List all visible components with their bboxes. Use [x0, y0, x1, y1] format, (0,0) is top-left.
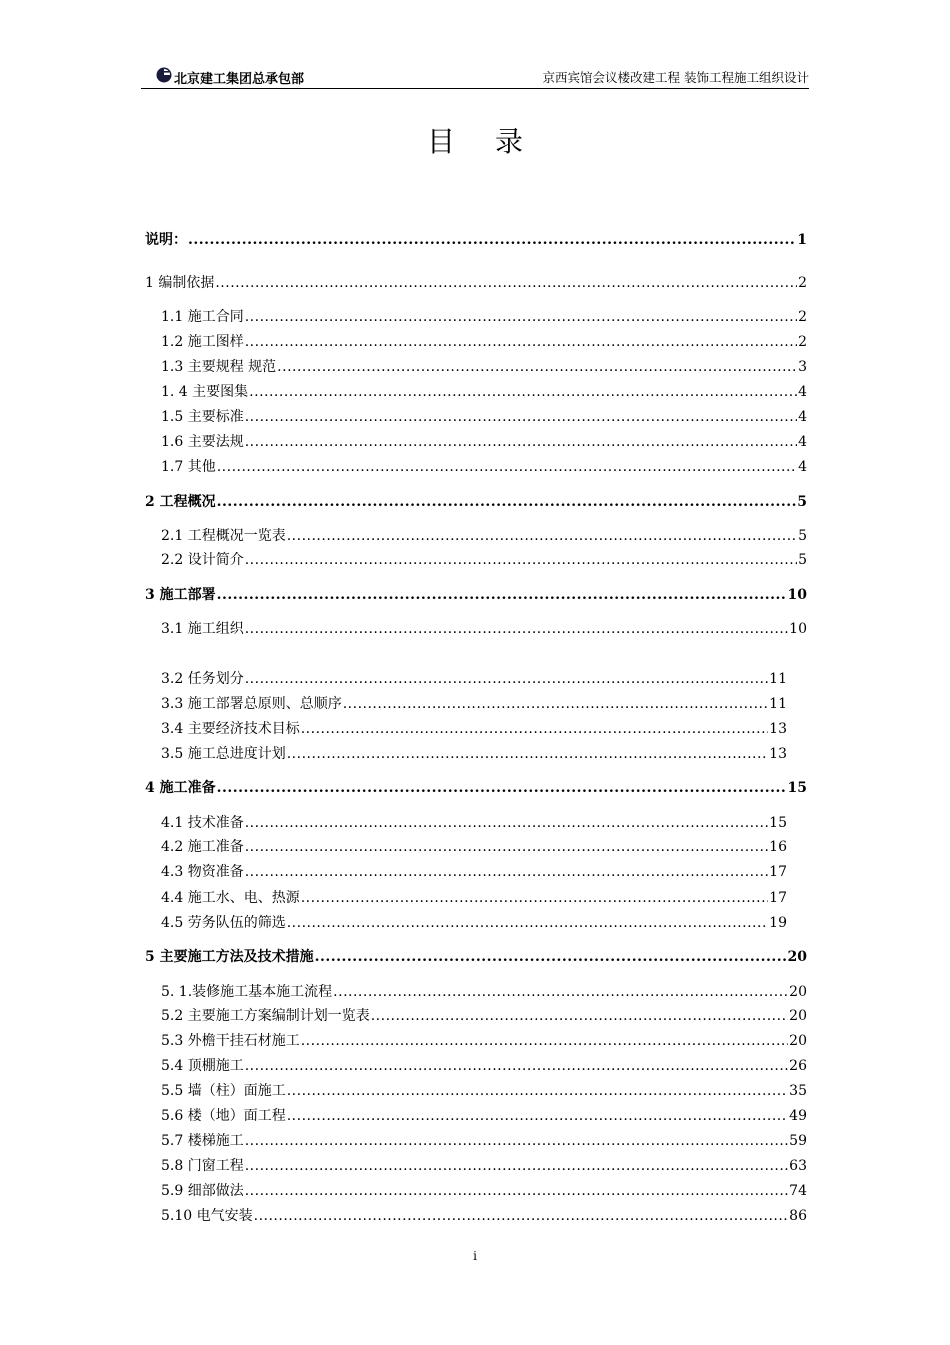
- page-header: [141, 64, 809, 89]
- toc-section-entry[interactable]: [145, 491, 807, 511]
- toc-dot-leader: [343, 696, 768, 712]
- toc-entry-label: 3.5 施工总进度计划: [161, 746, 286, 762]
- toc-entry-label: 1.6 主要法规: [161, 434, 244, 450]
- toc-entry-page: 59: [789, 1133, 807, 1149]
- toc-subsection-entry[interactable]: [161, 356, 807, 376]
- toc-subsection-entry[interactable]: [161, 1055, 807, 1075]
- toc-entry-label: 1. 4 主要图集: [161, 384, 249, 400]
- toc-dot-leader: [188, 232, 796, 248]
- toc-entry-page: 13: [769, 721, 787, 737]
- toc-entry-label: 3.4 主要经济技术目标: [161, 721, 300, 737]
- toc-dot-leader: [301, 721, 768, 737]
- toc-subsection-entry[interactable]: [161, 1130, 807, 1150]
- toc-dot-leader: [245, 839, 768, 855]
- toc-subsection-entry[interactable]: [161, 861, 787, 881]
- toc-entry-page: 10: [789, 621, 807, 637]
- toc-entry-page: 3: [798, 359, 807, 375]
- toc-entry-page: 2: [798, 309, 807, 325]
- toc-subsection-entry[interactable]: [161, 406, 807, 426]
- toc-entry-label: 5.4 顶棚施工: [161, 1058, 244, 1074]
- toc-dot-leader: [245, 864, 768, 880]
- toc-entry-label: 5 主要施工方法及技术措施: [145, 949, 314, 965]
- toc-dot-leader: [277, 359, 797, 375]
- toc-dot-leader: [371, 1008, 788, 1024]
- toc-entry-label: 2 工程概况: [145, 494, 216, 510]
- toc-entry-page: 5: [798, 528, 807, 544]
- toc-entry-page: 19: [769, 915, 787, 931]
- toc-dot-leader: [254, 1208, 789, 1224]
- toc-dot-leader: [245, 815, 768, 831]
- toc-subsection-entry[interactable]: [161, 693, 787, 713]
- toc-entry-label: 说明：: [145, 232, 187, 248]
- toc-subsection-entry[interactable]: [161, 549, 807, 569]
- toc-section-entry[interactable]: [145, 584, 807, 604]
- toc-entry-page: 20: [789, 984, 807, 1000]
- toc-dot-leader: [245, 1183, 788, 1199]
- toc-entry-label: 5.10 电气安装: [161, 1208, 253, 1224]
- toc-dot-leader: [301, 1033, 788, 1049]
- toc-entry-label: 4.4 施工水、电、热源: [161, 890, 300, 906]
- toc-entry-page: 2: [798, 275, 807, 291]
- toc-entry-label: 5.7 楼梯施工: [161, 1133, 244, 1149]
- toc-entry-label: 1 编制依据: [145, 275, 215, 291]
- toc-subsection-entry[interactable]: [161, 1030, 807, 1050]
- toc-entry-label: 2.1 工程概况一览表: [161, 528, 286, 544]
- toc-dot-leader: [245, 334, 797, 350]
- toc-entry-page: 86: [789, 1208, 807, 1224]
- toc-subsection-entry[interactable]: [161, 1005, 807, 1025]
- toc-entry-label: 4.5 劳务队伍的筛选: [161, 915, 286, 931]
- toc-entry-label: 2.2 设计简介: [161, 552, 244, 568]
- toc-subsection-entry[interactable]: [161, 381, 807, 401]
- toc-section-entry[interactable]: [145, 946, 807, 966]
- toc-entry-label: 4.2 施工准备: [161, 839, 244, 855]
- toc-subsection-entry[interactable]: [161, 1080, 807, 1100]
- toc-dot-leader: [217, 587, 787, 603]
- toc-dot-leader: [245, 309, 797, 325]
- toc-dot-leader: [245, 1058, 788, 1074]
- toc-subsection-entry[interactable]: [161, 306, 807, 326]
- toc-subsection-entry[interactable]: [161, 456, 807, 476]
- page-title: 目录: [426, 125, 563, 158]
- toc-dot-leader: [301, 890, 768, 906]
- toc-dot-leader: [245, 621, 788, 637]
- toc-dot-leader: [245, 409, 797, 425]
- toc-entry-page: 11: [769, 671, 787, 687]
- toc-subsection-entry[interactable]: [161, 812, 787, 832]
- toc-entry-page: 74: [789, 1183, 807, 1199]
- toc-entry-page: 4: [798, 384, 807, 400]
- toc-subsection-entry[interactable]: [161, 887, 787, 907]
- toc-section-entry[interactable]: [145, 272, 807, 292]
- toc-entry-page: 4: [798, 409, 807, 425]
- toc-dot-leader: [287, 746, 768, 762]
- toc-entry-label: 4.1 技术准备: [161, 815, 244, 831]
- toc-entry-page: 26: [789, 1058, 807, 1074]
- toc-dot-leader: [287, 1108, 788, 1124]
- toc-entry-page: 4: [798, 434, 807, 450]
- toc-dot-leader: [287, 1083, 788, 1099]
- toc-section-entry[interactable]: [145, 229, 807, 249]
- toc-subsection-entry[interactable]: [161, 912, 787, 932]
- toc-subsection-entry[interactable]: [161, 1105, 807, 1125]
- toc-entry-page: 20: [787, 949, 807, 965]
- toc-entry-label: 4.3 物资准备: [161, 864, 244, 880]
- toc-entry-page: 17: [769, 864, 787, 880]
- toc-entry-label: 3.1 施工组织: [161, 621, 244, 637]
- toc-entry-label: 5.5 墙（柱）面施工: [161, 1083, 286, 1099]
- toc-subsection-entry[interactable]: [161, 525, 807, 545]
- company-logo-icon: [156, 67, 172, 83]
- toc-entry-page: 4: [798, 459, 807, 475]
- toc-entry-label: 5.3 外檐干挂石材施工: [161, 1033, 300, 1049]
- toc-entry-page: 15: [769, 815, 787, 831]
- toc-dot-leader: [245, 1158, 788, 1174]
- toc-entry-label: 1.5 主要标准: [161, 409, 244, 425]
- toc-subsection-entry[interactable]: [161, 1155, 807, 1175]
- toc-entry-page: 17: [769, 890, 787, 906]
- toc-subsection-entry[interactable]: [161, 331, 807, 351]
- toc-dot-leader: [245, 1133, 788, 1149]
- toc-entry-label: 1.3 主要规程 规范: [161, 359, 277, 375]
- toc-dot-leader: [217, 494, 797, 510]
- toc-entry-page: 20: [789, 1033, 807, 1049]
- toc-entry-page: 15: [787, 780, 807, 796]
- toc-entry-page: 10: [787, 587, 807, 603]
- toc-dot-leader: [287, 915, 768, 931]
- toc-entry-label: 5.9 细部做法: [161, 1183, 244, 1199]
- toc-entry-label: 5.8 门窗工程: [161, 1158, 244, 1174]
- toc-subsection-entry[interactable]: [161, 981, 807, 1001]
- toc-entry-label: 1.2 施工图样: [161, 334, 244, 350]
- toc-entry-label: 4 施工准备: [145, 780, 216, 796]
- header-organization: 北京建工集团总承包部: [174, 72, 305, 87]
- toc-dot-leader: [217, 780, 787, 796]
- toc-entry-page: 20: [789, 1008, 807, 1024]
- toc-entry-page: 11: [769, 696, 787, 712]
- toc-entry-label: 5.6 楼（地）面工程: [161, 1108, 286, 1124]
- toc-entry-page: 35: [789, 1083, 807, 1099]
- toc-entry-label: 5. 1.装修施工基本施工流程: [161, 984, 333, 1000]
- toc-entry-page: 2: [798, 334, 807, 350]
- toc-dot-leader: [245, 671, 768, 687]
- toc-subsection-entry[interactable]: [161, 1205, 807, 1225]
- toc-entry-label: 5.2 主要施工方案编制计划一览表: [161, 1008, 370, 1024]
- toc-subsection-entry[interactable]: [161, 431, 807, 451]
- toc-subsection-entry[interactable]: [161, 743, 787, 763]
- toc-dot-leader: [245, 434, 797, 450]
- toc-entry-page: 5: [797, 494, 807, 510]
- toc-entry-label: 1.1 施工合同: [161, 309, 244, 325]
- toc-dot-leader: [217, 459, 797, 475]
- toc-entry-label: 1.7 其他: [161, 459, 216, 475]
- header-document-title: 京西宾馆会议楼改建工程 装饰工程施工组织设计: [542, 70, 809, 85]
- toc-entry-page: 49: [789, 1108, 807, 1124]
- toc-subsection-entry[interactable]: [161, 618, 807, 638]
- toc-entry-page: 63: [789, 1158, 807, 1174]
- toc-entry-label: 3 施工部署: [145, 587, 216, 603]
- toc-section-entry[interactable]: [145, 777, 807, 797]
- toc-subsection-entry[interactable]: [161, 718, 787, 738]
- toc-dot-leader: [249, 384, 797, 400]
- page-number: i: [473, 1249, 477, 1263]
- toc-entry-page: 5: [798, 552, 807, 568]
- toc-subsection-entry[interactable]: [161, 668, 787, 688]
- toc-subsection-entry[interactable]: [161, 1180, 807, 1200]
- toc-subsection-entry[interactable]: [161, 836, 787, 856]
- toc-entry-label: 3.3 施工部署总原则、总顺序: [161, 696, 342, 712]
- toc-entry-page: 13: [769, 746, 787, 762]
- toc-dot-leader: [333, 984, 788, 1000]
- toc-entry-page: 1: [797, 232, 807, 248]
- toc-dot-leader: [215, 275, 797, 291]
- toc-entry-page: 16: [769, 839, 787, 855]
- toc-dot-leader: [245, 552, 797, 568]
- toc-dot-leader: [315, 949, 787, 965]
- toc-dot-leader: [287, 528, 797, 544]
- toc-entry-label: 3.2 任务划分: [161, 671, 244, 687]
